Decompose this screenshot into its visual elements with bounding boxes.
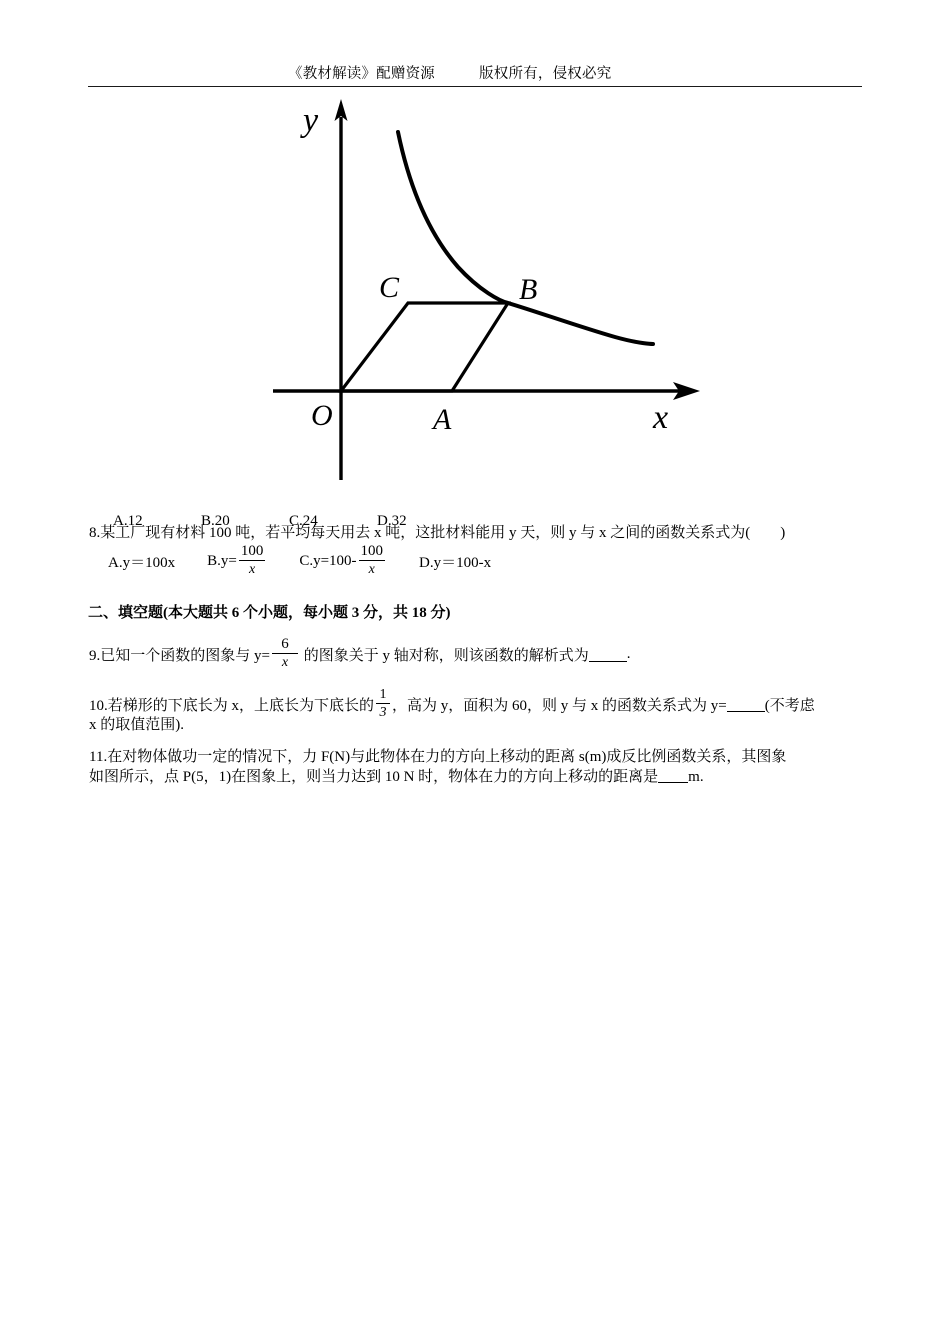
fraction-bar (376, 703, 390, 704)
question9 (89, 638, 630, 671)
label-point-c: C (379, 271, 400, 304)
question10-part2: ，高为 y，面积为 60，则 y 与 x 的函数关系式为 y= (392, 698, 727, 714)
answer-blank[interactable] (658, 768, 688, 783)
parallelogram-oabc (341, 303, 508, 391)
question10-line2: x 的取值范围). (89, 717, 184, 733)
question8-options-row (108, 545, 491, 578)
label-y-axis: y (303, 102, 319, 139)
header-copyright-text: 《教材解读》配赠资源 版权所有，侵权必究 (288, 66, 612, 82)
option-b: B.20 (201, 513, 230, 529)
hyperbola-curve (398, 132, 653, 344)
label-point-a: A (433, 403, 452, 436)
label-x-axis: x (653, 399, 669, 436)
question11-unit: m. (688, 769, 704, 785)
option-b-prefix: B.y= (207, 553, 237, 569)
answer-blank[interactable] (727, 697, 765, 712)
question8-option-b (207, 545, 267, 578)
question10-part3: (不考虑 (764, 698, 815, 714)
question11-line2-text: 如图所示，点 P(5，1)在图象上，则当力达到 10 N 时，物体在力的方向上移动的距离是 (89, 769, 659, 785)
fraction-100-over-x (239, 544, 266, 577)
fraction-bar (272, 653, 298, 654)
question8-option-c (299, 545, 387, 578)
hyperbola-parallelogram-figure (255, 95, 715, 485)
fraction-numerator: 6 (281, 636, 289, 652)
question9-part3: . (626, 646, 631, 662)
question8-stem: 8.某工厂现有材料 100 吨，若平均每天用去 x 吨，这批材料能用 y 天，则 y 与 x 之间的函数关系式为( ) (89, 525, 786, 541)
fraction-numerator: 100 (360, 543, 384, 559)
question11-line2 (89, 765, 704, 786)
answer-blank[interactable] (589, 647, 627, 662)
question10-part1: 10.若梯形的下底长为 x，上底长为下底长的 (89, 698, 375, 714)
y-axis (335, 99, 348, 480)
question11-line1: 11.在对物体做功一定的情况下，力 F(N)与此物体在力的方向上移动的距离 s(m)成反比例函数关系，其图象 (89, 749, 787, 765)
page-header (88, 62, 862, 88)
x-axis (273, 382, 700, 400)
fraction-numerator: 100 (240, 543, 264, 559)
fraction-denominator: x (248, 562, 256, 577)
question9-part2: 的图象关于 y 轴对称，则该函数的解析式为 (299, 648, 589, 664)
fraction-6-over-x (272, 637, 298, 670)
label-point-o: O (311, 399, 333, 432)
fraction-denominator: 3 (379, 705, 387, 720)
option-c-prefix: C.y=100- (299, 553, 357, 569)
fraction-denominator: x (281, 655, 289, 670)
option-d: D.32 (377, 513, 407, 529)
fraction-1-over-3 (376, 687, 390, 720)
option-c: C.24 (289, 513, 318, 529)
question8-option-d: D.y＝100-x (419, 555, 492, 571)
label-point-b: B (519, 273, 538, 306)
section-two-heading: 二、填空题(本大题共 6 个小题，每小题 3 分，共 18 分) (88, 605, 451, 621)
question8-option-a: A.y＝100x (108, 555, 176, 571)
fraction-100-over-x (359, 544, 386, 577)
fraction-bar (359, 560, 386, 561)
fraction-bar (239, 560, 266, 561)
header-divider-rule (88, 86, 862, 87)
question10 (89, 688, 815, 721)
fraction-denominator: x (368, 562, 375, 577)
fraction-numerator: 1 (379, 687, 387, 702)
option-a: A.12 (113, 513, 143, 529)
question9-part1: 9.已知一个函数的图象与 y= (89, 648, 270, 664)
